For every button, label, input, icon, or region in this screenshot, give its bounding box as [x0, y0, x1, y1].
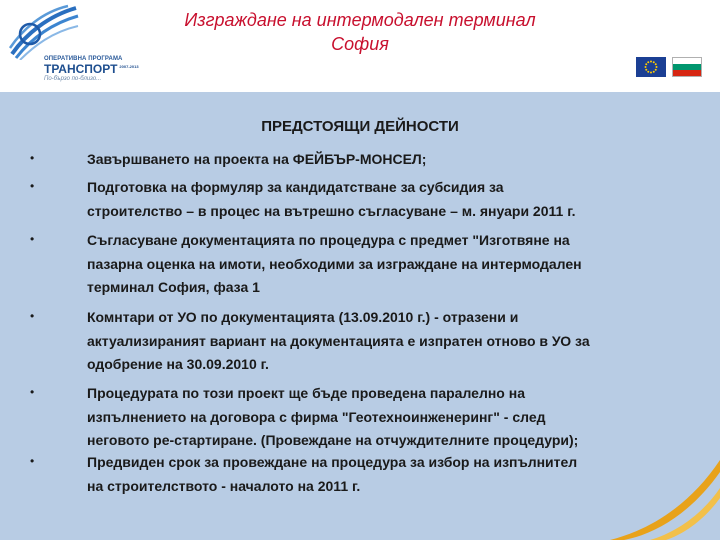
bullet-dot: • — [30, 179, 35, 193]
bullet-dot: • — [30, 151, 35, 165]
logo-line1: ОПЕРАТИВНА ПРОГРАМА — [44, 56, 123, 62]
logo-line3: По-бързо по-близо... — [44, 76, 102, 82]
bullet-dot: • — [30, 309, 35, 323]
logo-years: 2007-2013 — [119, 64, 139, 69]
logo-text — [44, 56, 154, 82]
list-item-text: Предвиден срок за провеждане на процедура за избор на изпълнител на строителството - началото на 2011 г. — [87, 454, 578, 494]
list-item-text: Комнтари от УО по документацията (13.09.2010 г.) - отразени и актуализираният вариант на документацията е изпратен отново в УО за одобрение на 30.09.2010 г. — [87, 309, 590, 372]
content-area — [0, 92, 720, 540]
logo-line2-text: ТРАНСПОРТ — [44, 62, 118, 76]
header — [0, 0, 720, 92]
bullet-dot: • — [30, 385, 35, 399]
bulgaria-flag-icon — [672, 57, 702, 77]
decorative-curve-icon — [610, 460, 720, 540]
list-item-text: Съгласуване документацията по процедура с предмет "Изготвяне на пазарна оценка на имоти, необходими за изграждане на интермодален терминал София, фаза 1 — [87, 232, 582, 295]
eu-flag-icon — [636, 57, 666, 77]
list-item-text: Процедурата по този проект ще бъде проведена паралелно на изпълнението на договора с фирма "Геотехноинженеринг" - след неговото ре-стартиране. (Провеждане на отчуждителните процедури); — [87, 385, 579, 448]
op-transport-logo — [8, 4, 138, 88]
list-item-text: Завършването на проекта на ФЕЙБЪР-МОНСЕЛ; — [87, 151, 427, 167]
title-line-2: София — [331, 34, 389, 54]
page-title — [150, 8, 570, 56]
logo-emblem-icon — [8, 4, 80, 60]
title-line-1: Изграждане на интермодален терминал — [184, 10, 536, 30]
list-item-text: Подготовка на формуляр за кандидатстване за субсидия за строителство – в процес на вътрешно съгласуване – м. януари 2011 г. — [87, 179, 576, 219]
bullet-dot: • — [30, 454, 35, 468]
bullet-dot: • — [30, 232, 35, 246]
section-title: ПРЕДСТОЯЩИ ДЕЙНОСТИ — [261, 118, 459, 135]
logo-line2 — [44, 63, 154, 75]
